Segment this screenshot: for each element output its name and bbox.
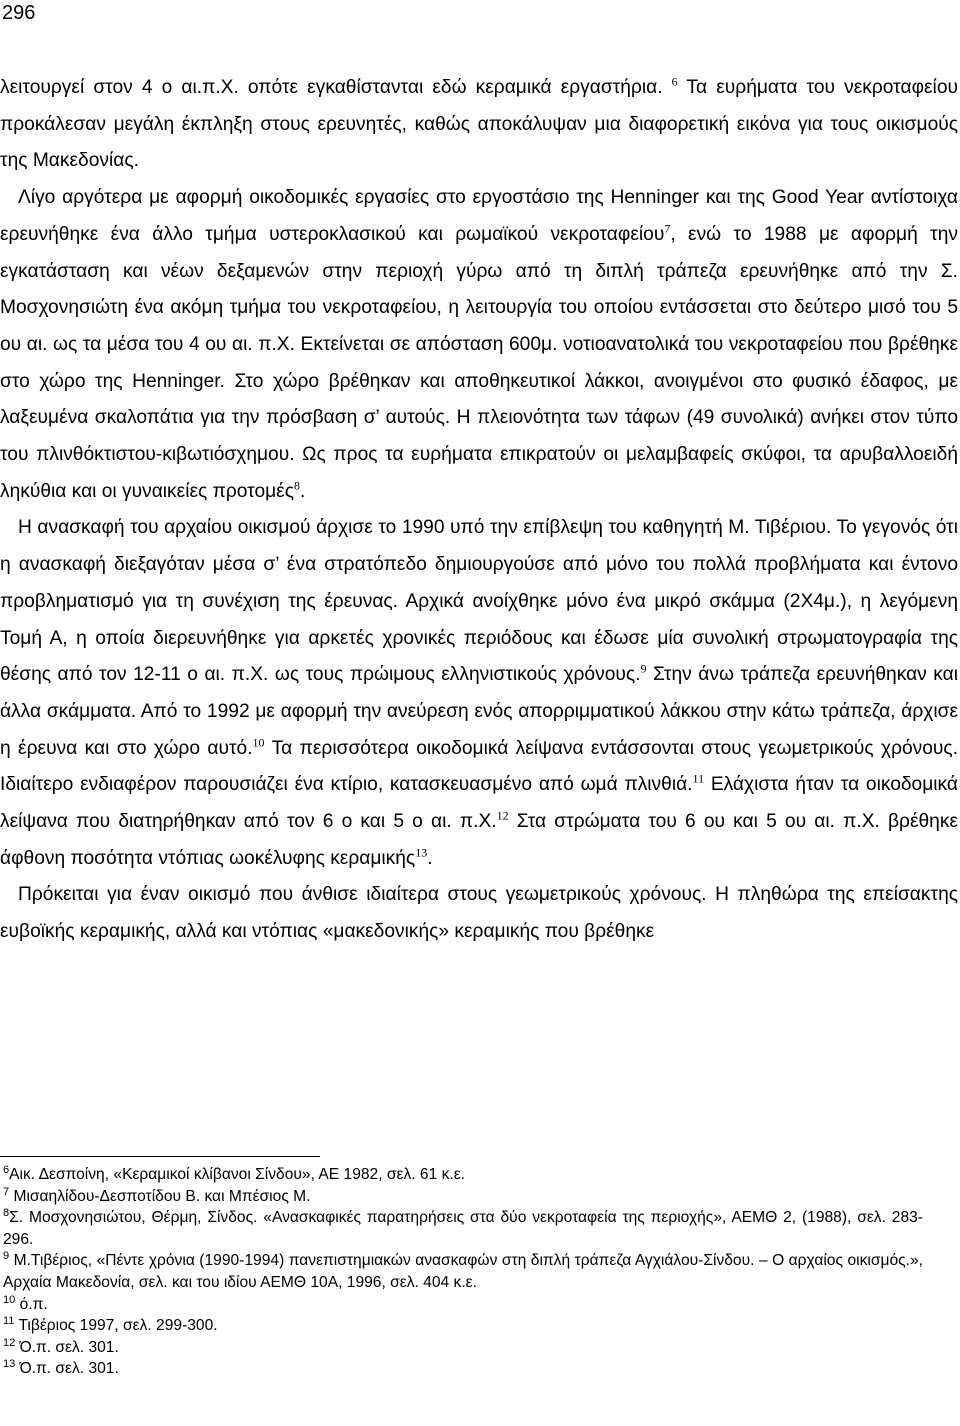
paragraph-text: Τα ευρήματα του νεκροταφείου προκάλεσαν μεγάλη έκπληξη στους ερευνητές, καθώς αποκάλυψαν μια διαφορετική εικόνα για τους οικισμούς της Μακεδονίας. (0, 77, 958, 172)
footnote (3, 1164, 923, 1186)
footnote (3, 1358, 923, 1380)
paragraph-text: λειτουργεί στον 4 ο αι.π.Χ. οπότε εγκαθίστανται εδώ κεραμικά εργαστήρια. (0, 77, 672, 98)
paragraph-text: . (300, 480, 306, 502)
footnote-number: 8 (3, 1207, 10, 1219)
paragraph-text: . (427, 847, 433, 869)
footnote-marker: 10 (252, 735, 265, 750)
paragraph (0, 180, 958, 510)
paragraph-text: Στα στρώματα του 6 ου και 5 ου αι. π.Χ. βρέθηκε άφθονη ποσότητα ντόπιας ωοκέλυφης κεραμικής (0, 811, 958, 869)
paragraph-text: Τα περισσότερα οικοδομικά λείψανα εντάσσονται στους γεωμετρικούς χρόνους. Ιδιαίτερο ενδιαφέρον παρουσιάζει ένα κτίριο, κατασκευασμένο από ωμά πλινθιά. (0, 737, 958, 796)
footnote-separator (0, 1156, 320, 1157)
footnote-marker: 13 (415, 845, 428, 860)
paragraph (0, 510, 958, 877)
footnote-marker: 8 (294, 478, 300, 493)
footnote-number: 11 (3, 1314, 15, 1327)
footnote-number: 9 (3, 1250, 10, 1263)
footnote-text: Ό.π. σελ. 301. (15, 1338, 119, 1356)
paragraph-text: Λίγο αργότερα με αφορμή οικοδομικές εργασίες στο εργοστάσιο της Henninger και της Good Year αντίστοιχα ερευνήθηκε ένα άλλο τμήμα υστεροκλασικού και ρωμαϊκού νεκροταφείου (0, 187, 958, 245)
paragraph-text: Η ανασκαφή του αρχαίου οικισμού άρχισε το 1990 υπό την επίβλεψη του καθηγητή Μ. Τιβέριου. Το γεγονός ότι η ανασκαφή διεξαγόταν μέσα σ’ ένα στρατόπεδο δημιουργούσε από μόνο του πολλά προβλήματα και έντονο προβληματισμό για τη συνέχιση της έρευνας. Αρχικά ανοίχθηκε μόνο ένα μικρό σκάμμα (2Χ4μ.), η λεγόμενη Τομή Α, η οποία διερευνήθηκε για αρκετές χρονικές περιόδους και έδωσε μία συνολική στρωματογραφία της θέσης από τον 12-11 ο αι. π.Χ. ως τους πρώιμους ελληνιστικούς χρόνους. (0, 517, 958, 686)
footnote-marker: 11 (692, 771, 705, 786)
paragraph (0, 70, 958, 180)
footnote (3, 1207, 923, 1250)
footnote-number: 6 (3, 1163, 10, 1176)
footnote (3, 1250, 923, 1293)
paragraph-text: Πρόκειται για έναν οικισμό που άνθισε ιδιαίτερα στους γεωμετρικούς χρόνους. Η πληθώρα της επείσακτης ευβοϊκής κεραμικής, αλλά και ντόπιας «μακεδονικής» κεραμικής που βρέθηκε (0, 884, 958, 943)
footnote-text: ό.π. (15, 1295, 48, 1313)
footnote (3, 1315, 923, 1337)
footnote-marker: 12 (496, 808, 509, 823)
footnote-number: 13 (3, 1358, 16, 1371)
page-number: 296 (2, 2, 36, 24)
main-text (0, 70, 958, 951)
paragraph-text: Στην άνω τράπεζα ερευνήθηκαν και άλλα σκάμματα. Από το 1992 με αφορμή την ανεύρεση ενός απορριμματικού λάκκου στην κάτω τράπεζα, άρχισε η έρευνα και στο χώρο αυτό. (0, 664, 959, 759)
paragraph-text: Ελάχιστα ήταν τα οικοδομικά λείψανα που διατηρήθηκαν από τον 6 ο και 5 ο αι. π.Χ. (0, 774, 959, 833)
footnote (3, 1337, 923, 1359)
footnote-marker: 6 (671, 74, 678, 89)
footnote-text: Τιβέριος 1997, σελ. 299-300. (14, 1317, 218, 1335)
paragraph-text: , ενώ το 1988 με αφορμή την εγκατάσταση και νέων δεξαμενών στην περιοχή γύρω από τη διπλή τράπεζα ερευνήθηκε από την Σ. Μοσχονησιώτη ένα ακόμη τμήμα του νεκροταφείου, η λειτουργία του οποίου εντάσσεται στο δεύτερο μισό του 5 ου αι. ως τα μέσα του 4 ου αι. π.Χ. Εκτείνεται σε απόσταση 600μ. νοτιοανατολικά του νεκροταφείου που βρέθηκε στο χώρο της Henninger. Στο χώρο βρέθηκαν και αποθηκευτικοί λάκκοι, ανοιγμένοι στο φυσικό έδαφος, με λαξευμένα σκαλοπάτια για την πρόσβαση σ’ αυτούς. Η πλειονότητα των τάφων (49 συνολικά) ανήκει στον τύπο του πλινθόκτιστου-κιβωτιόσχημου. Ως προς τα ευρήματα επικρατούν οι μελαμβαφείς σκύφοι, τα αρυβαλλοειδή ληκύθια και οι γυναικείες προτομές (0, 223, 958, 502)
footnote-text: Σ. Μοσχονησιώτου, Θέρμη, Σίνδος. «Ανασκαφικές παρατηρήσεις στα δύο νεκροταφεία της περιοχής», ΑΕΜΘ 2, (1988), σελ. 283-296. (3, 1209, 923, 1248)
footnote-number: 10 (3, 1293, 16, 1306)
footnote-text: Ό.π. σελ. 301. (15, 1360, 119, 1378)
footnote-marker: 9 (640, 661, 647, 676)
paragraph (0, 877, 958, 950)
footnote (3, 1294, 923, 1316)
footnotes (3, 1164, 923, 1380)
footnote-number: 12 (3, 1336, 16, 1349)
footnote-marker: 7 (664, 221, 671, 236)
footnote-text: Μ.Τιβέριος, «Πέντε χρόνια (1990-1994) πανεπιστημιακών ανασκαφών στη διπλή τράπεζα Αγχιάλου-Σίνδου. – Ο αρχαίος οικισμός.», Αρχαία Μακεδονία, σελ. και του ιδίου ΑΕΜΘ 10Α, 1996, σελ. 404 κ.ε. (3, 1252, 923, 1291)
footnote-text: Αικ. Δεσποίνη, «Κεραμικοί κλίβανοι Σίνδου», ΑΕ 1982, σελ. 61 κ.ε. (9, 1166, 466, 1183)
footnote-text: Μισαηλίδου-Δεσποτίδου Β. και Μπέσιος Μ. (9, 1187, 311, 1205)
footnote-number: 7 (3, 1185, 10, 1198)
footnote (3, 1186, 923, 1208)
